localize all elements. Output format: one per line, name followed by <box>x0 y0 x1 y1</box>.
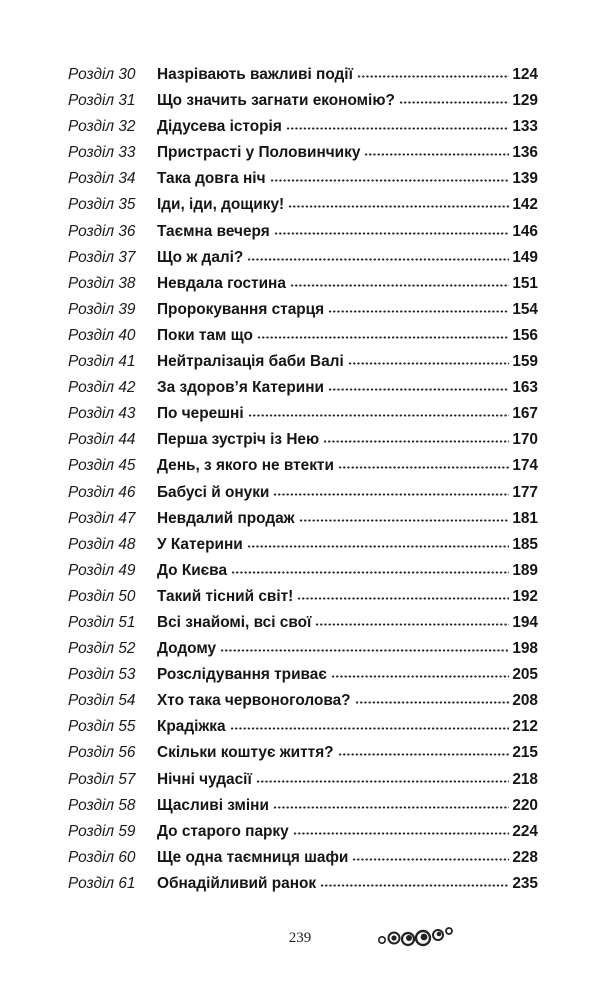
dot-leader <box>338 753 510 756</box>
chapter-title: Назрівають важливі події <box>157 66 353 83</box>
chapter-title: Таємна вечеря <box>157 222 270 240</box>
toc-entry <box>68 688 538 714</box>
page-ref: 156 <box>512 326 538 344</box>
chapter-title: Перша зустріч із Нею <box>157 431 320 449</box>
toc-entry <box>68 140 538 166</box>
chapter-label: Розділ 40 <box>68 326 136 344</box>
dot-leader <box>286 127 509 130</box>
toc-entry <box>68 480 538 506</box>
dot-leader <box>290 284 509 287</box>
toc-entry <box>68 584 538 610</box>
toc-entry <box>68 245 538 271</box>
dot-leader <box>338 466 509 469</box>
chapter-title: Обнадійливий ранок <box>157 874 317 892</box>
page-ref: 189 <box>512 561 538 579</box>
chapter-title: Така довга ніч <box>157 170 266 188</box>
chapter-label: Розділ 44 <box>68 431 136 449</box>
page-ref: 142 <box>512 196 538 214</box>
dot-leader <box>220 649 509 652</box>
page-ref: 215 <box>512 744 538 762</box>
page-ref: 220 <box>512 796 538 814</box>
chapter-title: По черешні <box>157 405 244 423</box>
chapter-title: Невдалий продаж <box>157 509 295 527</box>
chapter-title: За здоров’я Катерини <box>157 379 324 397</box>
chapter-title: Іди, іди, дощику! <box>157 196 285 214</box>
dot-leader <box>297 597 509 600</box>
chapter-title: Щасливі зміни <box>157 796 269 814</box>
toc-entry <box>68 166 538 192</box>
dot-leader <box>231 571 509 574</box>
page-ref: 154 <box>512 300 538 318</box>
toc-entry <box>68 871 538 897</box>
chapter-label: Розділ 57 <box>68 770 136 788</box>
page-number: 239 <box>288 930 312 946</box>
chapter-title: Дідусева історія <box>157 118 282 136</box>
chapter-title: Пристрасті у Половинчику <box>157 144 361 162</box>
page-ref: 149 <box>512 248 538 266</box>
toc-entry <box>68 558 538 584</box>
dot-leader <box>288 205 509 208</box>
page-ref: 218 <box>512 770 538 788</box>
dot-leader <box>328 310 509 313</box>
dot-leader <box>331 675 509 678</box>
chapter-label: Розділ 37 <box>68 248 136 266</box>
chapter-title: Нічні чудасії <box>157 770 252 788</box>
page-ref: 181 <box>512 509 538 527</box>
dot-leader <box>328 388 509 391</box>
toc-entry <box>68 532 538 558</box>
chapter-label: Розділ 47 <box>68 509 136 527</box>
page-ref: 136 <box>512 144 538 162</box>
page-ref: 163 <box>512 379 538 397</box>
chapter-label: Розділ 36 <box>68 222 136 240</box>
chapter-label: Розділ 51 <box>68 613 136 631</box>
chapter-label: Розділ 60 <box>68 848 136 866</box>
page-ref: 208 <box>512 692 538 710</box>
chapter-label: Розділ 49 <box>68 561 136 579</box>
chapter-label: Розділ 34 <box>68 170 136 188</box>
page-ref: 192 <box>512 587 538 605</box>
dot-leader <box>256 780 510 783</box>
toc-entry <box>68 767 538 793</box>
page-ref: 224 <box>512 822 538 840</box>
toc-entry <box>68 401 538 427</box>
dot-leader <box>299 519 510 522</box>
chapter-title: День, з якого не втекти <box>157 457 334 475</box>
page-ref: 167 <box>512 405 538 423</box>
toc-entry <box>68 662 538 688</box>
toc-entry <box>68 114 538 140</box>
chapter-label: Розділ 58 <box>68 796 136 814</box>
chapter-label: Розділ 30 <box>68 66 136 83</box>
toc-entry <box>68 297 538 323</box>
chapter-title: У Катерини <box>157 535 243 553</box>
toc-entry <box>68 636 538 662</box>
chapter-title: Скільки коштує життя? <box>157 744 334 762</box>
dot-leader <box>348 362 510 365</box>
chapter-title: Бабусі й онуки <box>157 483 270 501</box>
page-ref: 228 <box>512 848 538 866</box>
chapter-label: Розділ 48 <box>68 535 136 553</box>
toc-entry <box>68 610 538 636</box>
chapter-title: Всі знайомі, всі свої <box>157 613 312 631</box>
dot-leader <box>230 727 510 730</box>
toc-entry <box>68 453 538 479</box>
dot-leader <box>352 858 509 861</box>
toc-entry <box>68 323 538 349</box>
chapter-title: Що ж далі? <box>157 248 244 266</box>
chapter-label: Розділ 39 <box>68 300 136 318</box>
page-ref: 235 <box>512 874 538 892</box>
chapter-label: Розділ 41 <box>68 353 136 371</box>
chapter-label: Розділ 52 <box>68 640 136 658</box>
toc-entry <box>68 740 538 766</box>
page-ref: 170 <box>512 431 538 449</box>
page-ref: 139 <box>512 170 538 188</box>
chapter-title: Крадіжка <box>157 718 226 736</box>
dot-leader <box>273 493 509 496</box>
toc-entry <box>68 219 538 245</box>
chapter-label: Розділ 50 <box>68 587 136 605</box>
chapter-title: Поки там що <box>157 326 253 344</box>
page-ref: 124 <box>512 66 538 83</box>
chapter-title: До Києва <box>157 561 228 579</box>
dot-leader <box>315 623 509 626</box>
dot-leader <box>247 545 510 548</box>
toc-entry <box>68 714 538 740</box>
chapter-title: Хто така червоноголова? <box>157 692 351 710</box>
bubbles-ornament-icon <box>378 922 468 952</box>
page-ref: 133 <box>512 118 538 136</box>
page-ref: 159 <box>512 353 538 371</box>
toc-entry <box>68 375 538 401</box>
dot-leader <box>248 414 510 417</box>
page-ref: 212 <box>512 718 538 736</box>
page-ref: 129 <box>512 92 538 110</box>
page-ref: 198 <box>512 640 538 658</box>
page-ref: 194 <box>512 613 538 631</box>
page-ref: 185 <box>512 535 538 553</box>
chapter-label: Розділ 32 <box>68 118 136 136</box>
dot-leader <box>355 701 510 704</box>
chapter-label: Розділ 59 <box>68 822 136 840</box>
dot-leader <box>320 884 509 887</box>
toc-entry <box>68 506 538 532</box>
chapter-label: Розділ 61 <box>68 874 136 892</box>
toc-entry <box>68 349 538 375</box>
toc-entry <box>68 88 538 114</box>
dot-leader <box>257 336 509 339</box>
page-ref: 146 <box>512 222 538 240</box>
chapter-title: Додому <box>157 640 217 658</box>
chapter-title: Такий тісний світ! <box>157 587 294 605</box>
dot-leader <box>357 75 509 78</box>
toc-entry <box>68 427 538 453</box>
toc-entry <box>68 62 538 88</box>
chapter-title: Ще одна таємниця шафи <box>157 848 349 866</box>
page-ref: 177 <box>512 483 538 501</box>
chapter-title: Невдала гостина <box>157 274 286 292</box>
chapter-title: Нейтралізація баби Валі <box>157 353 344 371</box>
chapter-label: Розділ 56 <box>68 744 136 762</box>
toc-entry <box>68 845 538 871</box>
page-ref: 205 <box>512 666 538 684</box>
page-ref: 151 <box>512 274 538 292</box>
chapter-label: Розділ 33 <box>68 144 136 162</box>
dot-leader <box>293 832 510 835</box>
dot-leader <box>274 232 510 235</box>
chapter-title: Пророкування старця <box>157 300 325 318</box>
chapter-title: Що значить загнати економію? <box>157 92 395 110</box>
toc-entry <box>68 793 538 819</box>
dot-leader <box>364 153 509 156</box>
chapter-label: Розділ 42 <box>68 379 136 397</box>
dot-leader <box>323 440 509 443</box>
chapter-label: Розділ 43 <box>68 405 136 423</box>
chapter-label: Розділ 46 <box>68 483 136 501</box>
toc-entry <box>68 819 538 845</box>
chapter-label: Розділ 38 <box>68 274 136 292</box>
toc-entry <box>68 271 538 297</box>
chapter-label: Розділ 53 <box>68 666 136 684</box>
chapter-title: Розслідування триває <box>157 666 327 684</box>
table-of-contents <box>68 62 538 897</box>
dot-leader <box>399 101 509 104</box>
chapter-label: Розділ 54 <box>68 692 136 710</box>
chapter-label: Розділ 45 <box>68 457 136 475</box>
toc-entry <box>68 192 538 218</box>
chapter-label: Розділ 35 <box>68 196 136 214</box>
chapter-label: Розділ 55 <box>68 718 136 736</box>
dot-leader <box>270 179 510 182</box>
chapter-label: Розділ 31 <box>68 92 136 110</box>
dot-leader <box>247 258 509 261</box>
chapter-title: До старого парку <box>157 822 289 840</box>
dot-leader <box>273 806 509 809</box>
page-ref: 174 <box>512 457 538 475</box>
